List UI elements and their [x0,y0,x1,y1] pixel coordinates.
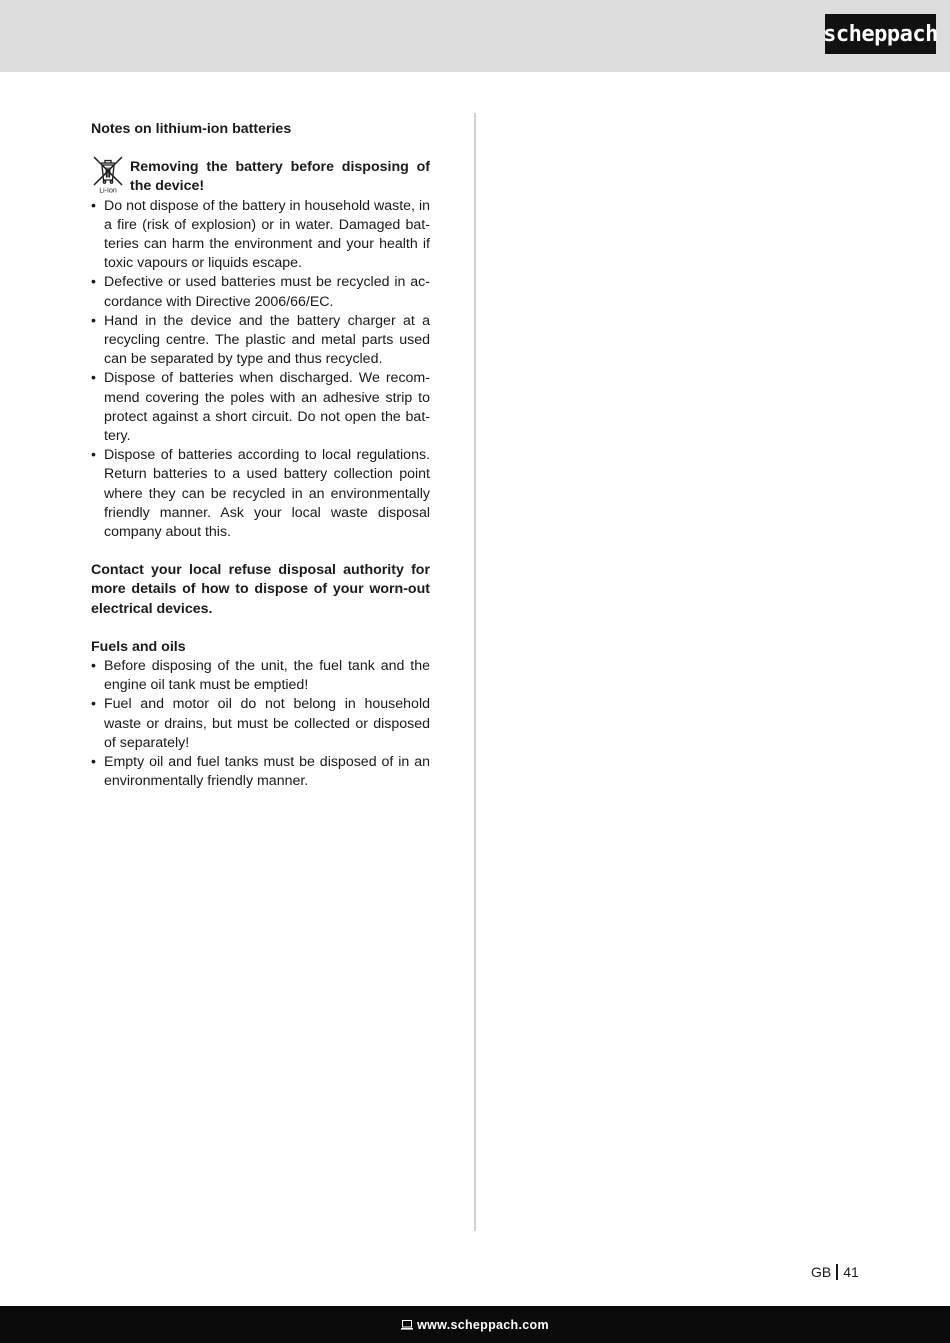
page-footer [0,1306,950,1343]
brand-logo [825,14,936,54]
list-item: • Defective or used batteries must be recycled in accordance with Directive 2006/66/EC. [91,273,430,311]
list-item: • Hand in the device and the battery charger at a recycling centre. The plastic and metal parts used can be separated by type and thus recycled. [91,312,430,370]
website-link[interactable]: www.scheppach.com [417,1317,549,1332]
icon-caption: Li-Ion [99,187,117,195]
list-item: • Fuel and motor oil do not belong in household waste or drains, but must be collected or disposed of separately! [91,695,430,753]
page-number-separator [836,1264,838,1280]
list-item: • Before disposing of the unit, the fuel tank and the engine oil tank must be emptied! [91,657,430,695]
contact-note: Contact your local refuse disposal authority for more details of how to dispose of your worn-out electrical devices. [91,562,430,617]
computer-icon [401,1320,413,1330]
list-item: • Empty oil and fuel tanks must be disposed of in an environmentally friendly manner. [91,753,430,791]
battery-bullet-list [91,197,430,543]
page-header [0,0,950,72]
list-item: • Dispose of batteries when discharged. We recommend covering the poles with an adhesive strip to protect against a short circuit. Do not open the battery. [91,369,430,446]
left-column [91,120,430,792]
page-number-value: 41 [843,1264,859,1280]
fuels-bullet-list [91,657,430,791]
column-divider [474,113,476,1231]
crossed-bin-icon [91,154,125,194]
battery-warning-text: Removing the battery before disposing of the device! [130,159,430,195]
battery-section-title: Notes on lithium-ion batteries [91,121,292,137]
brand-logo-text: scheppach [823,21,938,47]
list-item: • Do not dispose of the battery in household waste, in a fire (risk of explosion) or in water. Damaged batteries can harm the environment and your health if toxic vapours or liquids escape. [91,197,430,274]
list-item: • Dispose of batteries according to local regulations. Return batteries to a used battery collection point where they can be recycled in an environmentally friendly manner. Ask your local waste disposal company about this. [91,446,430,542]
battery-warning [91,158,430,196]
page-number [811,1264,859,1280]
language-code: GB [811,1264,832,1280]
fuels-section-title: Fuels and oils [91,638,186,655]
